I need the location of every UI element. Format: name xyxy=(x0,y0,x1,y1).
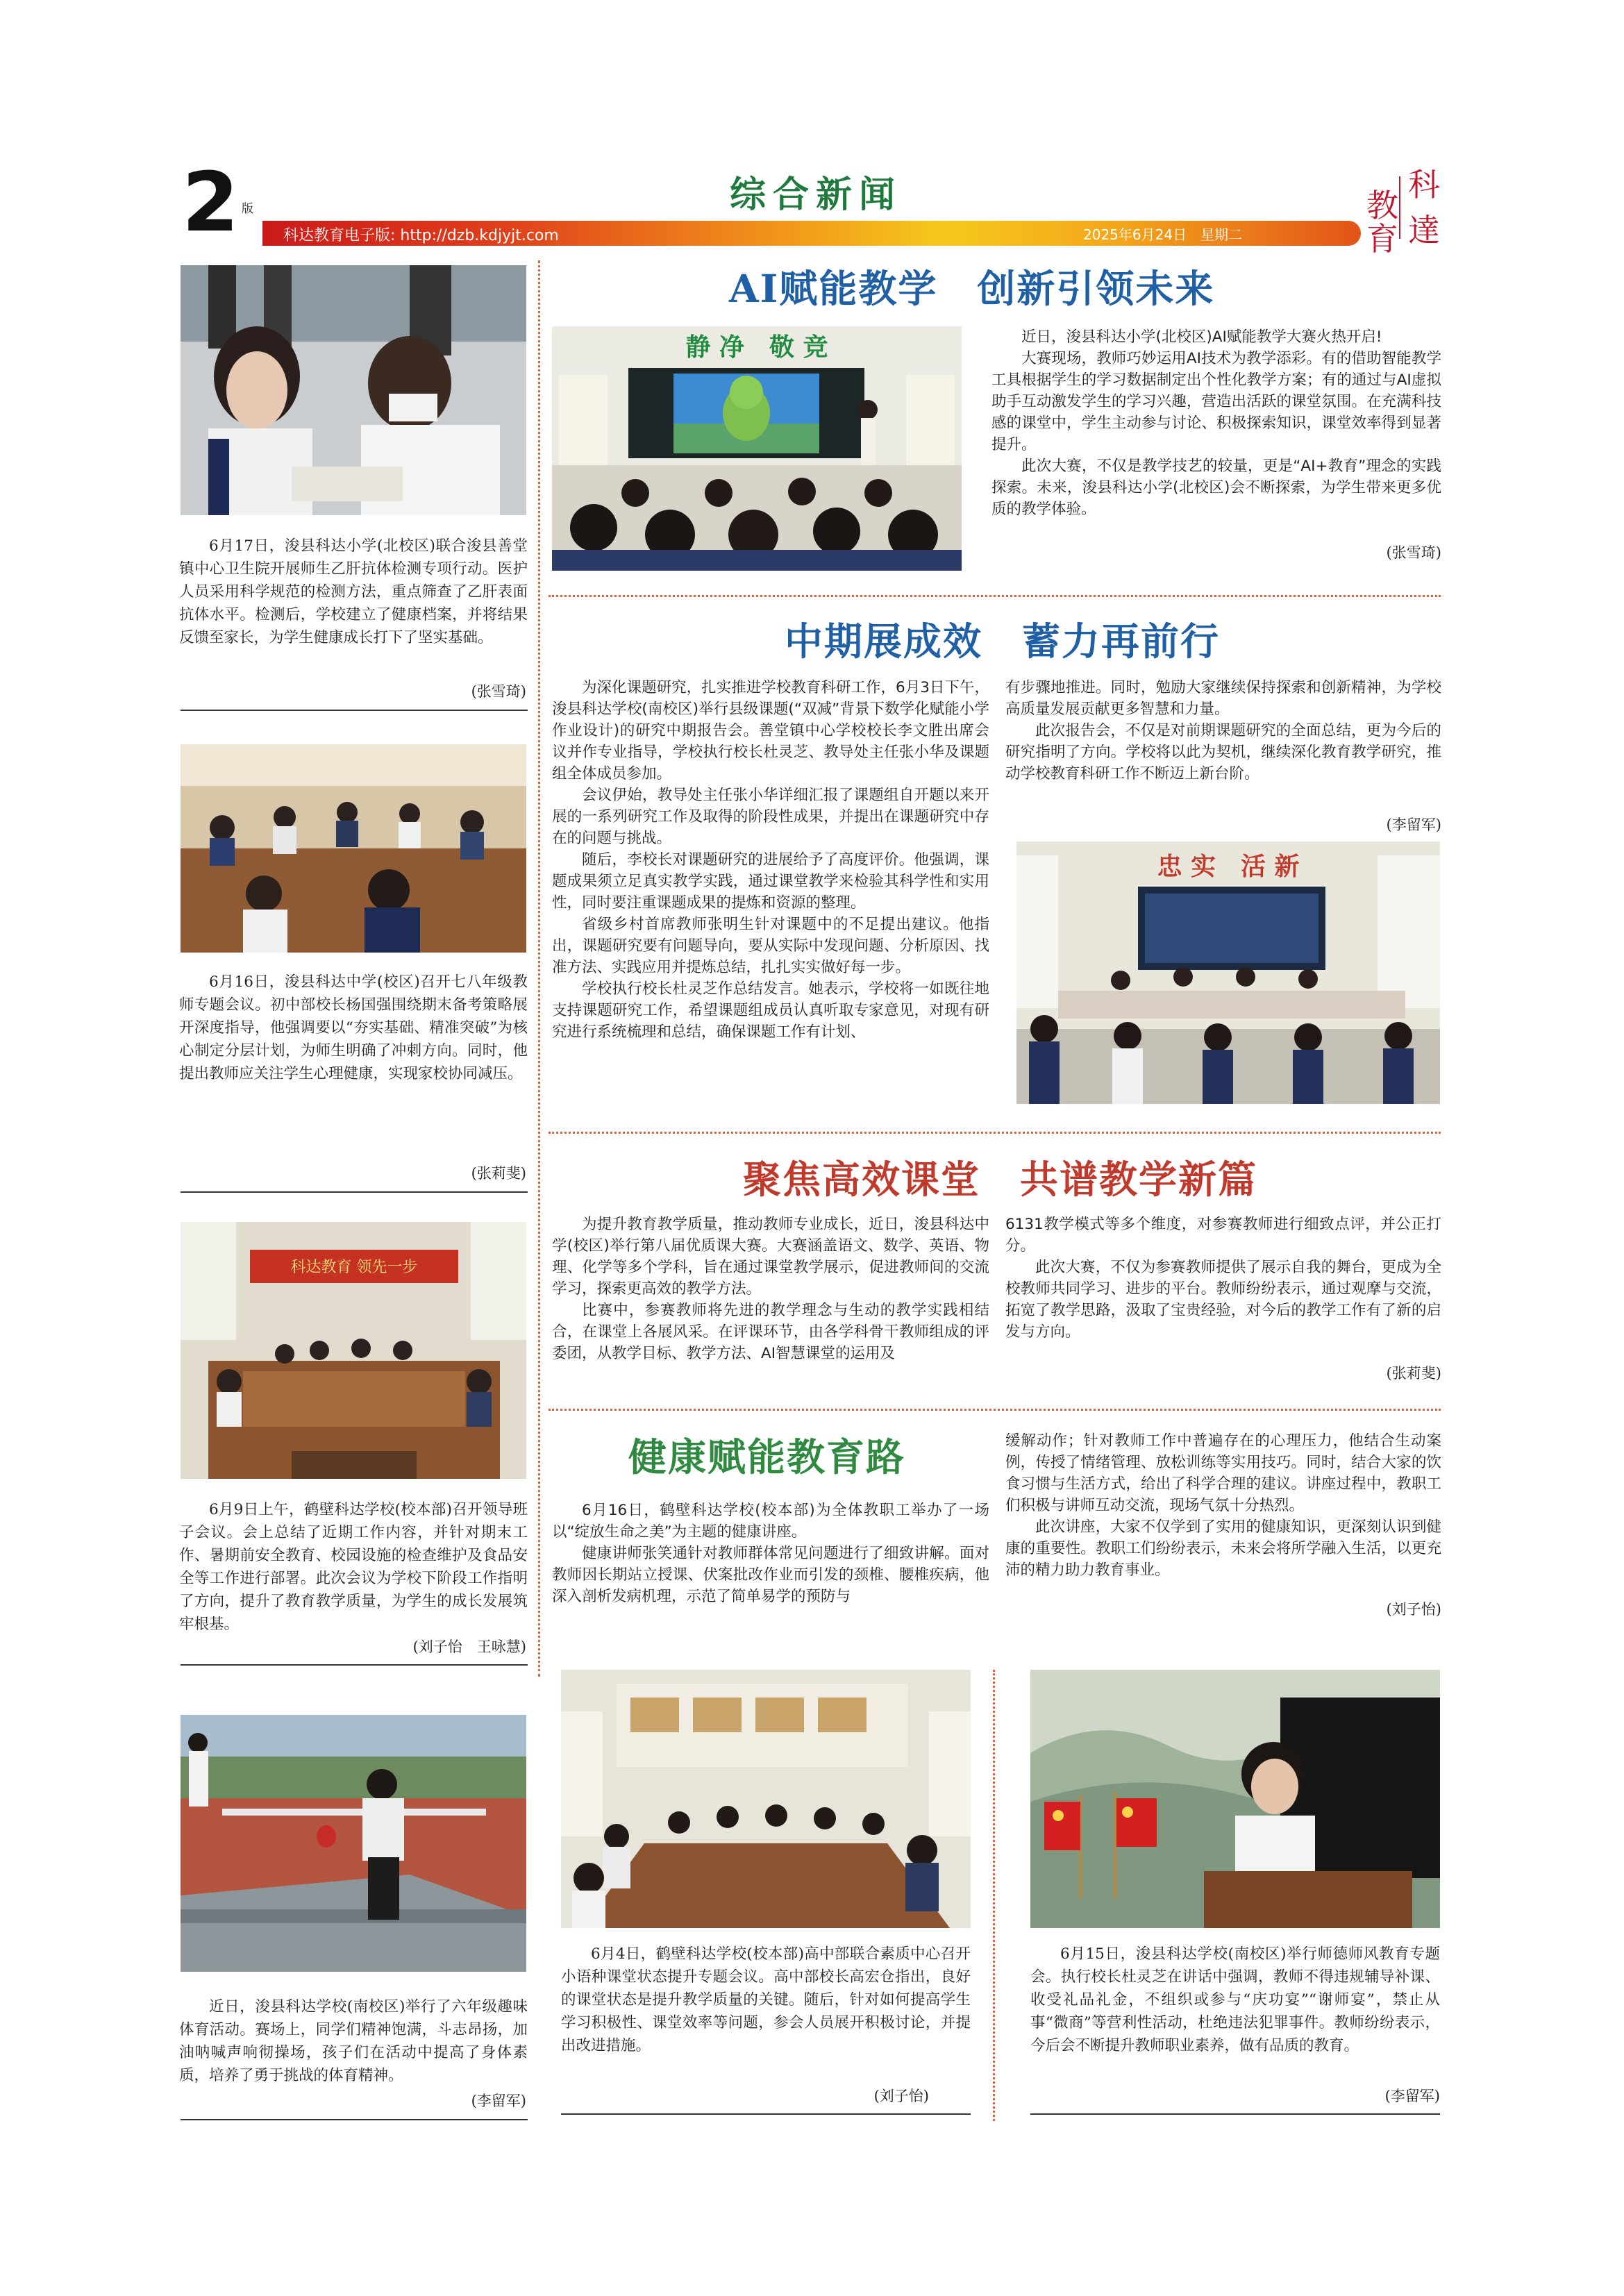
brief-rule xyxy=(181,1191,528,1193)
article-body xyxy=(552,1214,989,1364)
logo-char: 教 xyxy=(1366,187,1398,224)
page-unit-label: 版 xyxy=(242,202,253,216)
paragraph: 此次大赛，不仅是教学技艺的较量，更是“AI+教育”理念的实践探索。未来，浚县科达小学(北校区)会不断探索，为学生带来更多优质的教学体验。 xyxy=(991,458,1441,518)
photo-ai-classroom xyxy=(552,326,962,571)
brief-rule xyxy=(181,710,528,711)
paragraph: 此次报告会，不仅是对前期课题研究的全面总结，更为今后的研究指明了方向。学校将以此为契机，继续深化教育教学研究，推动学校教育科研工作不断迈上新台阶。 xyxy=(1005,722,1441,782)
article-body xyxy=(552,1500,989,1607)
paragraph: 健康讲师张笑通针对教师群体常见问题进行了细致讲解。面对教师因长期站立授课、伏案批改作业而引发的颈椎、腰椎疾病，他深入剖析发病机理，示范了简单易学的预防与 xyxy=(552,1545,989,1605)
photo-language-class-meeting xyxy=(561,1670,971,1928)
news-brief: 6月16日，浚县科达中学(校区)召开七八年级教师专题会议。初中部校长杨国强围绕期末备考策略展开深度指导，他强调要以“夯实基础、精准突破”为核心制定分层计划，为师生明确了冲刺方向。同时，他提出教师应关注学生心理健康，实现家校协同减压。 xyxy=(179,973,528,1082)
photo-teacher-meeting xyxy=(181,744,526,953)
page-number: 2 xyxy=(182,154,240,250)
photo-banner-text: 静 净 敬 竞 xyxy=(685,333,828,362)
photo-ethics-speech xyxy=(1030,1670,1440,1928)
news-brief: 6月17日，浚县科达小学(北校区)联合浚县善堂镇中心卫生院开展师生乙肝抗体检测专项行动。医护人员采用科学规范的检测方法，重点筛查了乙肝表面抗体水平。检测后，学校建立了健康档案，并将结果反馈至家长，为学生健康成长打下了坚实基础。 xyxy=(179,537,528,646)
logo-char: 科 xyxy=(1408,166,1440,203)
section-divider xyxy=(549,1132,1441,1134)
headline-efficient-classroom: 聚焦高效课堂 共谱教学新篇 xyxy=(743,1157,1258,1202)
section-divider xyxy=(549,1409,1441,1411)
brief-rule xyxy=(181,1664,528,1666)
paragraph: 学校执行校长杜灵芝作总结发言。她表示，学校将一如既往地支持课题研究工作，希望课题组成员认真听取专家意见，对现有研究进行系统梳理和总结，确保课题工作有计划、 xyxy=(552,980,989,1041)
brief-rule xyxy=(181,2119,528,2120)
kejiao-logo xyxy=(1363,165,1448,258)
headline-midterm-report: 中期展成效 蓄力再前行 xyxy=(785,619,1221,664)
paragraph: 比赛中，参赛教师将先进的教学理念与生动的教学实践相结合，在课堂上各展风采。在评课环节，由各学科骨干教师组成的评委团，从教学目标、教学方法、AI智慧课堂的运用及 xyxy=(552,1302,989,1362)
photo-research-meeting xyxy=(1016,841,1440,1104)
byline: (张莉斐) xyxy=(471,1165,526,1182)
paragraph: 近日，浚县科达小学(北校区)AI赋能教学大赛火热开启! xyxy=(1021,328,1382,346)
news-brief: 6月4日，鹤壁科达学校(校本部)高中部联合素质中心召开小语种课堂状态提升专题会议。高中部校长高宏仓指出，良好的课堂状态是提升教学质量的关键。随后，针对如何提高学生学习积极性、课堂效率等问题，参会人员展开积极讨论，并提出改进措施。 xyxy=(561,1945,971,2054)
byline: (张莉斐) xyxy=(1386,1365,1441,1382)
paragraph: 此次讲座，大家不仅学到了实用的健康知识，更深刻认识到健康的重要性。教职工们纷纷表示，未来会将所学融入生活，以更充沛的精力助力教育事业。 xyxy=(1005,1518,1441,1579)
byline: (李留军) xyxy=(1384,2088,1440,2104)
byline: (李留军) xyxy=(1386,816,1441,833)
photo-banner-text: 科达教育 领先一步 xyxy=(290,1259,418,1276)
brief-rule xyxy=(1030,2113,1440,2115)
byline: (张雪琦) xyxy=(471,683,526,700)
headline-health-lecture: 健康赋能教育路 xyxy=(628,1434,906,1480)
article-body xyxy=(991,326,1441,520)
headline-ai-teaching: AI赋能教学 创新引领未来 xyxy=(729,266,1215,311)
photo-hepatitis-test xyxy=(181,265,526,515)
column-divider xyxy=(538,260,540,1677)
news-brief: 6月9日上午，鹤壁科达学校(校本部)召开领导班子会议。会上总结了近期工作内容，并针对期末工作、暑期前安全教育、校园设施的检查维护及食品安全等工作进行部署。此次会议为学校下阶段工作指明了方向，提升了教育教学质量，为学生的成长发展筑牢根基。 xyxy=(179,1501,528,1633)
photo-pingpong xyxy=(181,1715,526,1972)
news-brief: 近日，浚县科达学校(南校区)举行了六年级趣味体育活动。赛场上，同学们精神饱满，斗志昂扬，加油呐喊声响彻操场，孩子们在活动中提高了身体素质，培养了勇于挑战的体育精神。 xyxy=(179,1998,528,2084)
edition-url[interactable]: 科达教育电子版: http://dzb.kdjyjt.com xyxy=(283,227,559,244)
paragraph: 6131教学模式等多个维度，对参赛教师进行细致点评，并公正打分。 xyxy=(1005,1216,1441,1255)
article-body xyxy=(1005,1214,1441,1343)
byline: (李留军) xyxy=(471,2093,526,2109)
paragraph: 有步骤地推进。同时，勉励大家继续保持探索和创新精神，为学校高质量发展贡献更多智慧和力量。 xyxy=(1005,679,1441,718)
paragraph: 6月16日，鹤壁科达学校(校本部)为全体教职工举办了一场以“绽放生命之美”为主题的健康讲座。 xyxy=(552,1502,989,1541)
paragraph: 大赛现场，教师巧妙运用AI技术为教学添彩。有的借助智能教学工具根据学生的学习数据制定出个性化教学方案；有的通过与AI虚拟助手互动激发学生的学习兴趣，营造出活跃的课堂氛围。在充满科技感的课堂中，学生主动参与讨论、积极探索知识，课堂效率得到显著提升。 xyxy=(991,350,1441,453)
issue-date: 2025年6月24日 星期二 xyxy=(1083,226,1243,243)
byline: (刘子怡 王咏慧) xyxy=(412,1639,526,1655)
photo-leadership-meeting xyxy=(181,1222,526,1479)
paragraph: 缓解动作；针对教师工作中普遍存在的心理压力，他结合生动案例，传授了情绪管理、放松训练等实用技巧。同时，结合大家的饮食习惯与生活方式，给出了科学合理的建议。讲座过程中，教职工们积极与讲师互动交流，现场气氛十分热烈。 xyxy=(1005,1432,1441,1514)
paragraph: 随后，李校长对课题研究的进展给予了高度评价。他强调，课题成果须立足真实教学实践，通过课堂教学来检验其科学性和实用性，同时要注重课题成果的提炼和资源的整理。 xyxy=(552,851,989,912)
byline: (刘子怡) xyxy=(873,2088,929,2104)
logo-char: 育 xyxy=(1366,220,1398,258)
paragraph: 为提升教育教学质量，推动教师专业成长，近日，浚县科达中学(校区)举行第八届优质课大赛。大赛涵盖语文、数学、英语、物理、化学等多个学科，旨在通过课堂教学展示，促进教师间的交流学习，探索更高效的教学方法。 xyxy=(552,1216,989,1298)
paragraph: 此次大赛，不仅为参赛教师提供了展示自我的舞台，更成为全校教师共同学习、进步的平台。教师纷纷表示，通过观摩与交流，拓宽了教学思路，汲取了宝贵经验，对今后的教学工作有了新的启发与方向。 xyxy=(1005,1259,1441,1341)
brief-rule xyxy=(561,2113,971,2115)
section-divider xyxy=(549,595,1441,597)
article-body xyxy=(552,677,989,1043)
column-divider xyxy=(993,1670,995,2121)
section-title: 综合新闻 xyxy=(729,174,902,216)
article-body xyxy=(1005,677,1441,785)
byline: (张雪琦) xyxy=(1386,544,1441,561)
news-brief: 6月15日，浚县科达学校(南校区)举行师德师风教育专题会。执行校长杜灵芝在讲话中强调，教师不得违规辅导补课、收受礼品礼金，不组织或参与“庆功宴”“谢师宴”，禁止从事“微商”等营利性活动，杜绝违法犯罪事件。教师纷纷表示，今后会不断提升教师职业素养，做有品质的教育。 xyxy=(1030,1945,1440,2054)
paragraph: 会议伊始，教导处主任张小华详细汇报了课题组自开题以来开展的一系列研究工作及取得的阶段性成果，并提出在课题研究中存在的问题与挑战。 xyxy=(552,787,989,847)
paragraph: 省级乡村首席教师张明生针对课题中的不足提出建议。他指出，课题研究要有问题导向，要从实际中发现问题、分析原因、找准方法、实践应用并提炼总结，扎扎实实做好每一步。 xyxy=(552,916,989,976)
photo-banner-text: 忠 实 活 新 xyxy=(1157,852,1300,881)
logo-char: 達 xyxy=(1408,212,1440,249)
byline: (刘子怡) xyxy=(1386,1601,1441,1618)
paragraph: 为深化课题研究，扎实推进学校教育科研工作，6月3日下午，浚县科达学校(南校区)举行县级课题(“双减”背景下数学化赋能小学作业设计)的研究中期报告会。善堂镇中心学校校长李文胜出席会议并作专业指导，学校执行校长杜灵芝、教导处主任张小华及课题组全体成员参加。 xyxy=(552,679,989,782)
article-body xyxy=(1005,1430,1441,1581)
